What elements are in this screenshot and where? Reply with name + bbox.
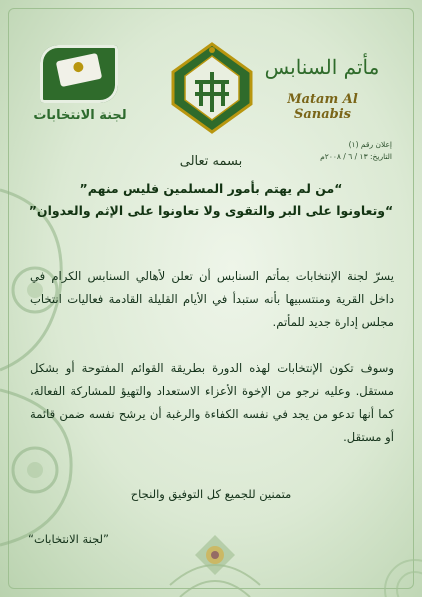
paragraph-intro: يسرّ لجنة الإنتخابات بمأتم السنابس أن تعلن لأهالي السنابس الكرام في داخل القرية ومنتسبيها بأنه ستبدأ في الأيام القليلة القادمة فعاليات انتخاب مجلس إدارة جديد للمأتم. [30, 269, 394, 329]
brand-name-english: Matam Al Sanabis [287, 92, 358, 122]
bottom-ornament-decoration [160, 525, 270, 597]
brand-name-arabic: مأتم السنابس [264, 55, 380, 79]
committee-logo [40, 45, 118, 103]
notice-date: التاريخ: ١٣ / ٦ / ٢٠٠٨م [320, 152, 392, 161]
ornamental-emblem-icon [171, 42, 253, 134]
signature: ”لجنة الانتخابات“ [28, 532, 110, 546]
closing-line: متمنين للجميع كل التوفيق والنجاح [130, 487, 292, 501]
quote-hadith: “من لم يهتم بأمور المسلمين فليس منهم” [79, 181, 343, 196]
quote-verse: “وتعاونوا على البر والتقوى ولا تعاونوا على الإثم والعدوان” [28, 203, 394, 218]
committee-logo-label: لجنة الانتخابات [33, 108, 127, 123]
corner-floral-decoration [355, 530, 422, 597]
paragraph-details: وسوف تكون الإنتخابات لهذه الدورة بطريقة القوائم المفتوحة أو بشكل مستقل. وعليه نرجو من الإخوة الأعزاء الاستعداد والتهيؤ للمشاركة الفعالة، كما أنها تدعو من يجد في نفسه الكفاءة والرغبة أن يرشح نفسه ضمن قائمة أو مستقل. [30, 361, 394, 444]
ballot-book-icon [56, 53, 102, 87]
notice-number: إعلان رقم (١) [348, 140, 392, 149]
document-title: بسمه تعالى [179, 154, 243, 169]
